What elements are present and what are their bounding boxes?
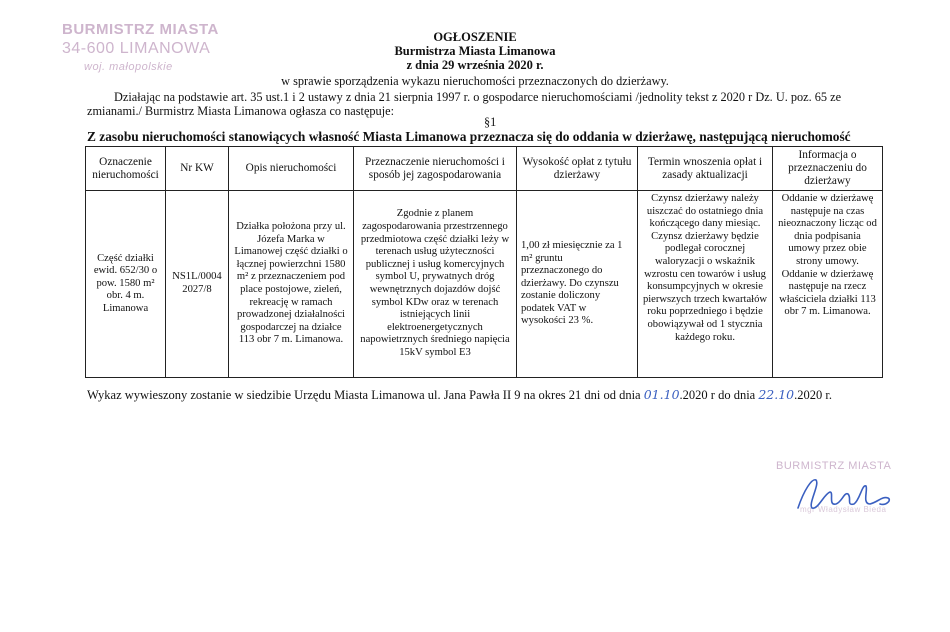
- stamp-line-1: BURMISTRZ MIASTA: [62, 21, 219, 38]
- header-lease-info: Informacja o przeznaczeniu do dzierżawy: [773, 147, 883, 191]
- official-stamp-bottom-right: BURMISTRZ MIASTA: [776, 460, 892, 472]
- posting-notice-suffix: .2020 r.: [794, 388, 832, 402]
- posting-notice-middle: .2020 r do dnia: [679, 388, 756, 402]
- section-number: §1: [484, 115, 497, 129]
- posting-notice-prefix: Wykaz wywieszony zostanie w siedzibie Urzędu Miasta Limanowa ul. Jana Pawła II 9 na okres 21 dni od dnia: [87, 388, 641, 402]
- stamp-line-2: 34-600 LIMANOWA: [62, 40, 211, 57]
- posting-notice: [87, 387, 832, 403]
- stamp-signatory-name: mgr Władysław Bieda: [800, 505, 887, 514]
- header-designation: Oznaczenie nieruchomości: [86, 147, 166, 191]
- header-kw: Nr KW: [166, 147, 229, 191]
- cell-kw: NS1L/0004 2027/8: [166, 191, 229, 378]
- table-header-row: [86, 147, 883, 191]
- document-date: z dnia 29 września 2020 r.: [406, 58, 544, 72]
- cell-fee: 1,00 zł miesięcznie za 1 m² gruntu przeznaczonego do dzierżawy. Do czynszu zostanie doliczony podatek VAT w wysokości 23 %.: [517, 191, 638, 378]
- header-fee: Wysokość opłat z tytułu dzierżawy: [517, 147, 638, 191]
- date-to-handwritten: 22.10: [758, 387, 795, 402]
- header-description: Opis nieruchomości: [229, 147, 354, 191]
- document-issuer: Burmistrza Miasta Limanowa: [394, 44, 556, 58]
- date-from-handwritten: 01.10: [643, 387, 680, 402]
- document-title: OGŁOSZENIE: [433, 30, 517, 44]
- handwritten-signature: [790, 470, 900, 525]
- cell-purpose: Zgodnie z planem zagospodarowania przestrzennego przedmiotowa część działki leży w terenach usług użyteczności publicznej i usług komercyjnych symbol U, prywatnych dróg wewnętrznych dojazdów dojść symbol KDw oraz w terenach istniejących linii elektroenergetycznych napowietrznych średniego napięcia 15kV symbol E3: [354, 191, 517, 378]
- stamp-line-3: woj. małopolskie: [84, 61, 173, 73]
- header-payment-terms: Termin wnoszenia opłat i zasady aktualizacji: [638, 147, 773, 191]
- cell-description: Działka położona przy ul. Józefa Marka w Limanowej część działki o łącznej powierzchni 1580 m² z przeznaczeniem pod place postojowe, zieleń, rekreację w ramach prowadzonej działalności gospodarczej na działce 113 obr 7 m. Limanowa.: [229, 191, 354, 378]
- document-subject: w sprawie sporządzenia wykazu nieruchomości przeznaczonych do dzierżawy.: [281, 74, 669, 88]
- intro-line-1: Działając na podstawie art. 35 ust.1 i 2 ustawy z dnia 21 sierpnia 1997 r. o gospodarce nieruchomościami /jednolity tekst z 2020 r Dz. U. poz. 65 ze: [114, 90, 842, 104]
- section-title: Z zasobu nieruchomości stanowiących własność Miasta Limanowa przeznacza się do oddania w dzierżawę, następującą nieruchomość: [87, 129, 851, 144]
- property-table: [85, 146, 883, 378]
- header-purpose: Przeznaczenie nieruchomości i sposób jej zagospodarowania: [354, 147, 517, 191]
- cell-lease-info: Oddanie w dzierżawę następuje na czas nieoznaczony licząc od dnia podpisania umowy przez obie strony umowy. Oddanie w dzierżawę następuje na rzecz właściciela działki 113 obr 7 m. Limanowa.: [773, 191, 883, 378]
- table-row: [86, 191, 883, 378]
- intro-line-2: zmianami./ Burmistrz Miasta Limanowa ogłasza co następuje:: [87, 104, 394, 118]
- cell-designation: Część działki ewid. 652/30 o pow. 1580 m² obr. 4 m. Limanowa: [86, 191, 166, 378]
- cell-payment-terms: Czynsz dzierżawy należy uiszczać do ostatniego dnia kończącego dany miesiąc. Czynsz dzierżawy będzie podlegał corocznej waloryzacji o wskaźnik wzrostu cen towarów i usług konsumpcyjnych w okresie pierwszych trzech kwartałów roku poprzedniego i będzie obowiązywał od 1 stycznia każdego roku.: [638, 191, 773, 378]
